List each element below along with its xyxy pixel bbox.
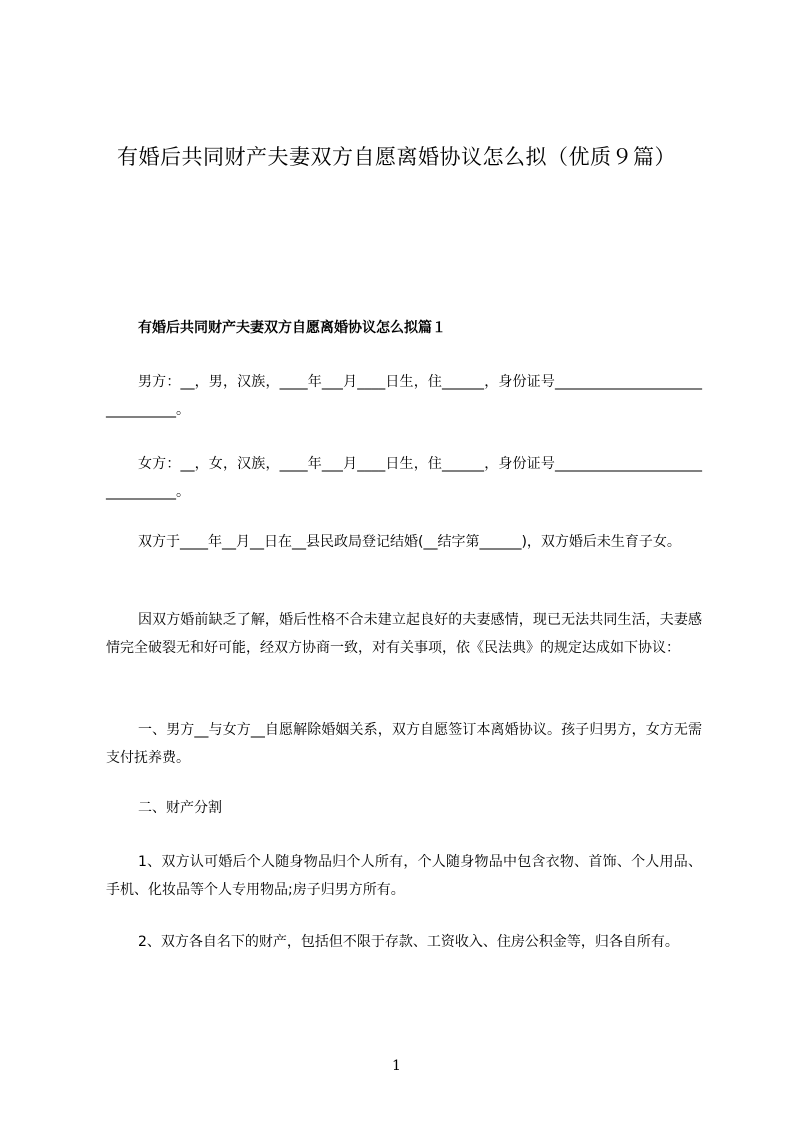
section-heading: 有婚后共同财产夫妻双方自愿离婚协议怎么拟篇１ (138, 320, 446, 336)
paragraph-property-item-1: 1、双方认可婚后个人随身物品归个人所有，个人随身物品中包含衣物、首饰、个人用品、手机、化妆品等个人专用物品;房子归男方所有。 (106, 854, 702, 898)
paragraph-male-party: 男方：__，男，汉族，____年___月____日生，住______，身份证号_______________________________。 (106, 374, 702, 418)
paragraph-clause-1: 一、男方__与女方__自愿解除婚姻关系，双方自愿签订本离婚协议。孩子归男方，女方无需支付抚养费。 (106, 722, 702, 766)
paragraph-property-heading: 二、财产分割 (138, 800, 222, 816)
page-number: 1 (392, 1058, 401, 1074)
document-title: 有婚后共同财产夫妻双方自愿离婚协议怎么拟（优质９篇） (117, 145, 676, 169)
paragraph-marriage-registration: 双方于____年__月__日在__县民政局登记结婚(__结字第______)，双方婚后未生育子女。 (138, 534, 681, 550)
paragraph-divorce-reason: 因双方婚前缺乏了解，婚后性格不合未建立起良好的夫妻感情，现已无法共同生活，夫妻感情完全破裂无和好可能，经双方协商一致，对有关事项，依《民法典》的规定达成如下协议： (106, 612, 702, 656)
paragraph-female-party: 女方：__，女，汉族，____年___月____日生，住______，身份证号_______________________________。 (106, 456, 702, 500)
paragraph-property-item-2: 2、双方各自名下的财产，包括但不限于存款、工资收入、住房公积金等，归各自所有。 (138, 934, 679, 950)
